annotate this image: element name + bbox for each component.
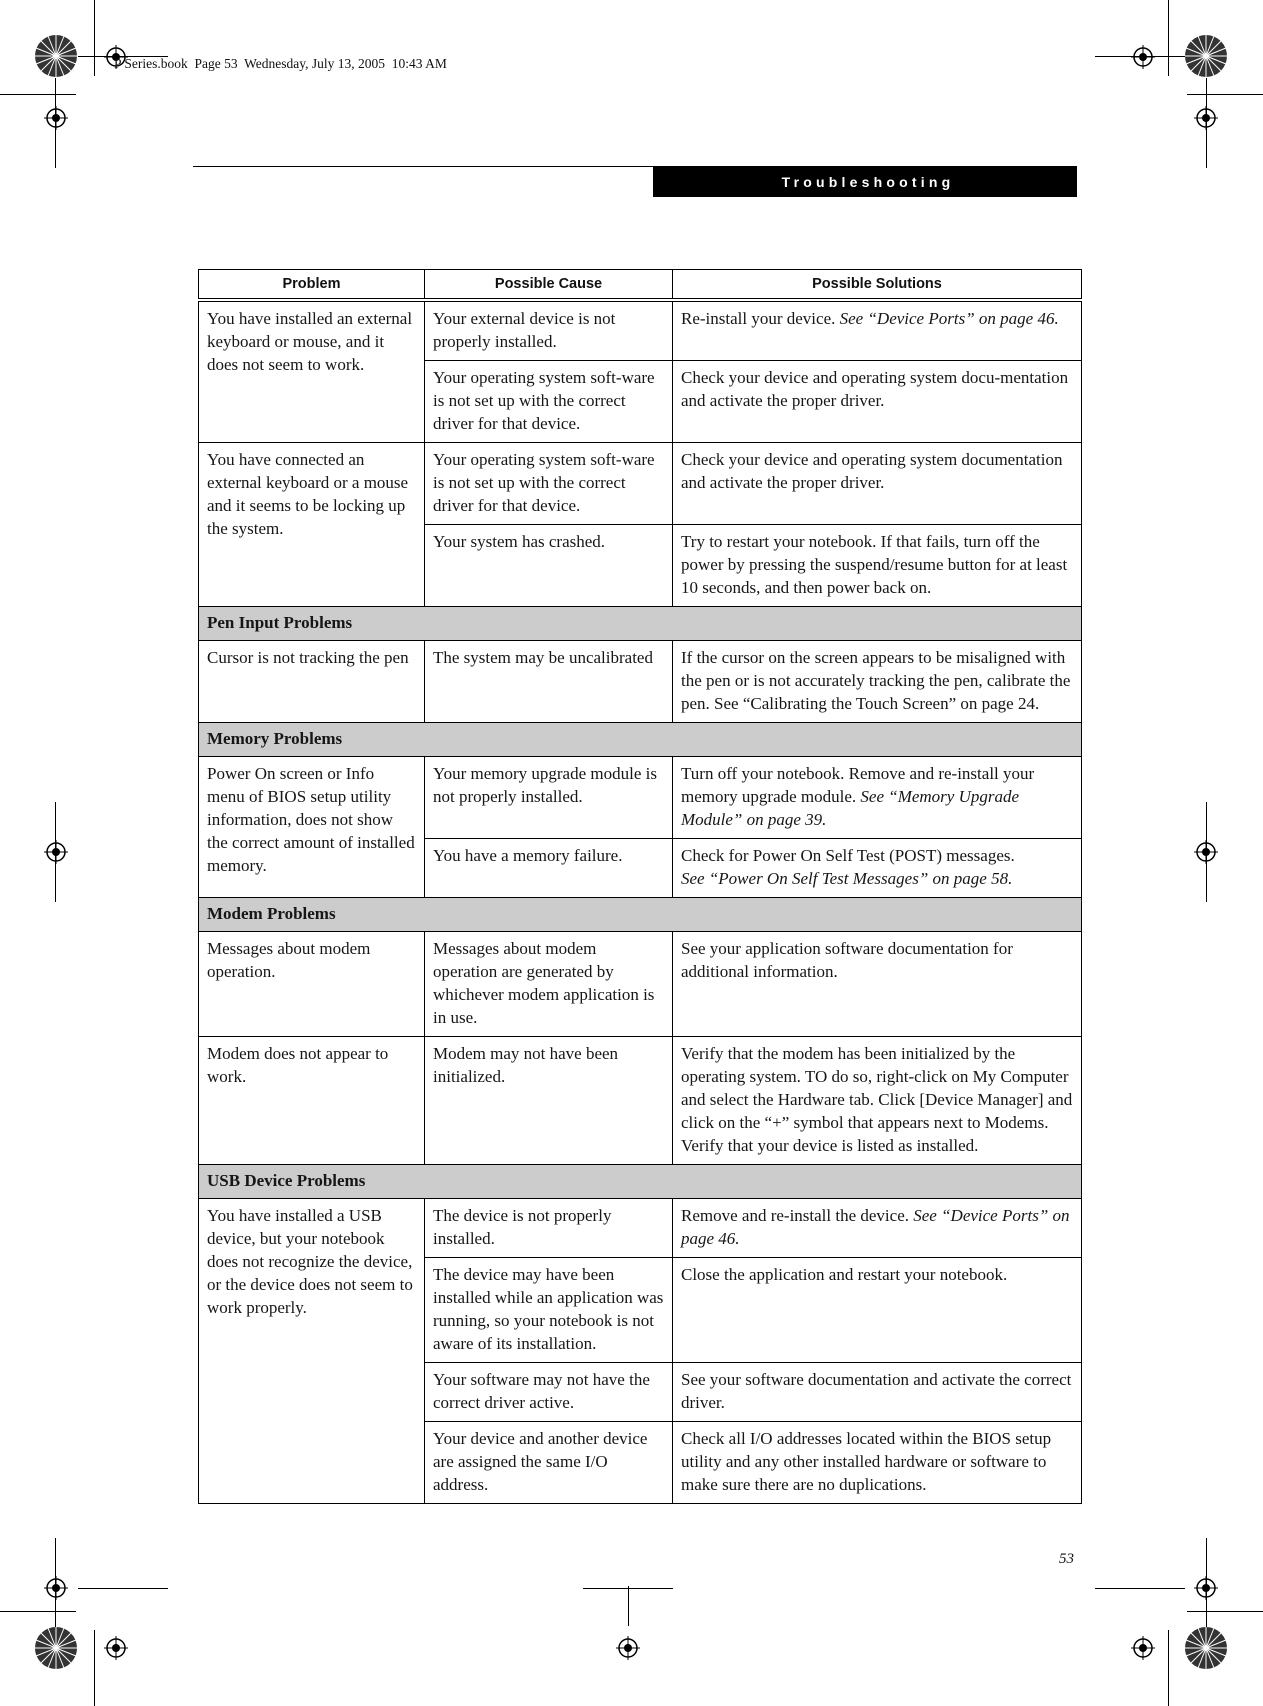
registration-mark-icon (44, 840, 68, 864)
cause-cell: Your external device is not properly installed. (425, 300, 673, 361)
section-title: Troubleshooting (653, 166, 1077, 197)
solution-cell: Try to restart your notebook. If that fails, turn off the power by pressing the suspend/resume button for at least 10 seconds, and then power back on. (673, 525, 1082, 607)
solution-cell (673, 839, 1082, 898)
solution-cell (673, 757, 1082, 839)
solution-text: Remove and re-install the device. (681, 1206, 914, 1225)
solution-text: Turn off your notebook. Remove and re-install your memory upgrade module. (681, 764, 1035, 806)
problem-cell: Messages about modem operation. (199, 932, 425, 1037)
problem-cell: You have installed a USB device, but your notebook does not recognize the device, or the device does not seem to work properly. (199, 1199, 425, 1504)
crop-mark (78, 1588, 168, 1589)
cause-cell: The system may be uncalibrated (425, 641, 673, 723)
sunburst-mark-icon (1184, 1626, 1228, 1670)
header-possible-cause: Possible Cause (425, 270, 673, 301)
problem-cell: You have installed an external keyboard or mouse, and it does not seem to work. (199, 300, 425, 443)
category-heading: Modem Problems (199, 898, 1082, 932)
problem-cell: Power On screen or Info menu of BIOS setup utility information, does not show the correct amount of installed memory. (199, 757, 425, 898)
solution-cell: Check your device and operating system documentation and activate the proper driver. (673, 443, 1082, 525)
cause-cell: Your device and another device are assigned the same I/O address. (425, 1422, 673, 1504)
table-row (199, 757, 1082, 839)
registration-mark-icon (1131, 45, 1155, 69)
solution-cell (673, 1199, 1082, 1258)
crop-mark (0, 1611, 76, 1612)
solution-reference: See “Device Ports” on page 46. (681, 1206, 1070, 1248)
page-number: 53 (1059, 1551, 1074, 1567)
cause-cell: Modem may not have been initialized. (425, 1037, 673, 1165)
solution-cell: Verify that the modem has been initialized by the operating system. TO do so, right-click on My Computer and select the Hardware tab. Click [Device Manager] and click on the “+” symbol that appears next to Modems. Verify that your device is listed as installed. (673, 1037, 1082, 1165)
cause-cell: Your operating system soft-ware is not set up with the correct driver for that device. (425, 361, 673, 443)
registration-mark-icon (616, 1636, 640, 1660)
table-row (199, 932, 1082, 1037)
registration-mark-icon (44, 106, 68, 130)
cause-cell: Your system has crashed. (425, 525, 673, 607)
registration-mark-icon (1131, 1636, 1155, 1660)
crop-mark (628, 1586, 629, 1626)
cause-cell: You have a memory failure. (425, 839, 673, 898)
book-header: P Series.book Page 53 Wednesday, July 13, 2005 10:43 AM (114, 56, 447, 71)
table-row (199, 641, 1082, 723)
category-row (199, 1165, 1082, 1199)
sunburst-mark-icon (34, 34, 78, 78)
registration-mark-icon (104, 1636, 128, 1660)
crop-mark (94, 0, 95, 76)
problem-cell: You have connected an external keyboard or a mouse and it seems to be locking up the system. (199, 443, 425, 607)
category-row (199, 607, 1082, 641)
category-row (199, 723, 1082, 757)
cause-cell: The device may have been installed while an application was running, so your notebook is not aware of its installation. (425, 1258, 673, 1363)
troubleshooting-table (198, 269, 1082, 1504)
registration-mark-icon (1194, 106, 1218, 130)
crop-mark (1187, 94, 1263, 95)
header-rule (193, 166, 653, 167)
solution-reference: See “Power On Self Test Messages” on page 58. (681, 869, 1013, 888)
cause-cell: Your software may not have the correct driver active. (425, 1363, 673, 1422)
solution-cell: If the cursor on the screen appears to be misaligned with the pen or is not accurately tracking the pen, calibrate the pen. See “Calibrating the Touch Screen” on page 24. (673, 641, 1082, 723)
solution-cell: See your software documentation and activate the correct driver. (673, 1363, 1082, 1422)
solution-text: Re-install your device. (681, 309, 840, 328)
header-possible-solutions: Possible Solutions (673, 270, 1082, 301)
sunburst-mark-icon (34, 1626, 78, 1670)
solution-cell: Check all I/O addresses located within the BIOS setup utility and any other installed hardware or software to make sure there are no duplications. (673, 1422, 1082, 1504)
solution-cell: Check your device and operating system docu-mentation and activate the proper driver. (673, 361, 1082, 443)
crop-mark (94, 1630, 95, 1706)
cause-cell: The device is not properly installed. (425, 1199, 673, 1258)
crop-mark (1187, 1611, 1263, 1612)
table-row (199, 443, 1082, 525)
category-heading: Pen Input Problems (199, 607, 1082, 641)
category-heading: Memory Problems (199, 723, 1082, 757)
solution-reference: See “Device Ports” on page 46. (839, 309, 1059, 328)
category-row (199, 898, 1082, 932)
crop-mark (1168, 1630, 1169, 1706)
table-header-row (199, 270, 1082, 301)
problem-cell: Modem does not appear to work. (199, 1037, 425, 1165)
crop-mark (1168, 0, 1169, 76)
header-problem: Problem (199, 270, 425, 301)
cause-cell: Your memory upgrade module is not properly installed. (425, 757, 673, 839)
solution-cell: Close the application and restart your notebook. (673, 1258, 1082, 1363)
registration-mark-icon (1194, 1576, 1218, 1600)
category-heading: USB Device Problems (199, 1165, 1082, 1199)
sunburst-mark-icon (1184, 34, 1228, 78)
solution-cell (673, 300, 1082, 361)
table-row (199, 300, 1082, 361)
crop-mark (583, 1588, 673, 1589)
cause-cell: Your operating system soft-ware is not set up with the correct driver for that device. (425, 443, 673, 525)
solution-reference: See “Memory Upgrade Module” on page 39. (681, 787, 1020, 829)
problem-cell: Cursor is not tracking the pen (199, 641, 425, 723)
solution-cell: See your application software documentation for additional information. (673, 932, 1082, 1037)
cause-cell: Messages about modem operation are generated by whichever modem application is in use. (425, 932, 673, 1037)
crop-mark (1095, 1588, 1185, 1589)
registration-mark-icon (1194, 840, 1218, 864)
table-row (199, 1037, 1082, 1165)
crop-mark (0, 94, 76, 95)
registration-mark-icon (44, 1576, 68, 1600)
table-row (199, 1199, 1082, 1258)
solution-text: Check for Power On Self Test (POST) messages. (681, 846, 1015, 865)
